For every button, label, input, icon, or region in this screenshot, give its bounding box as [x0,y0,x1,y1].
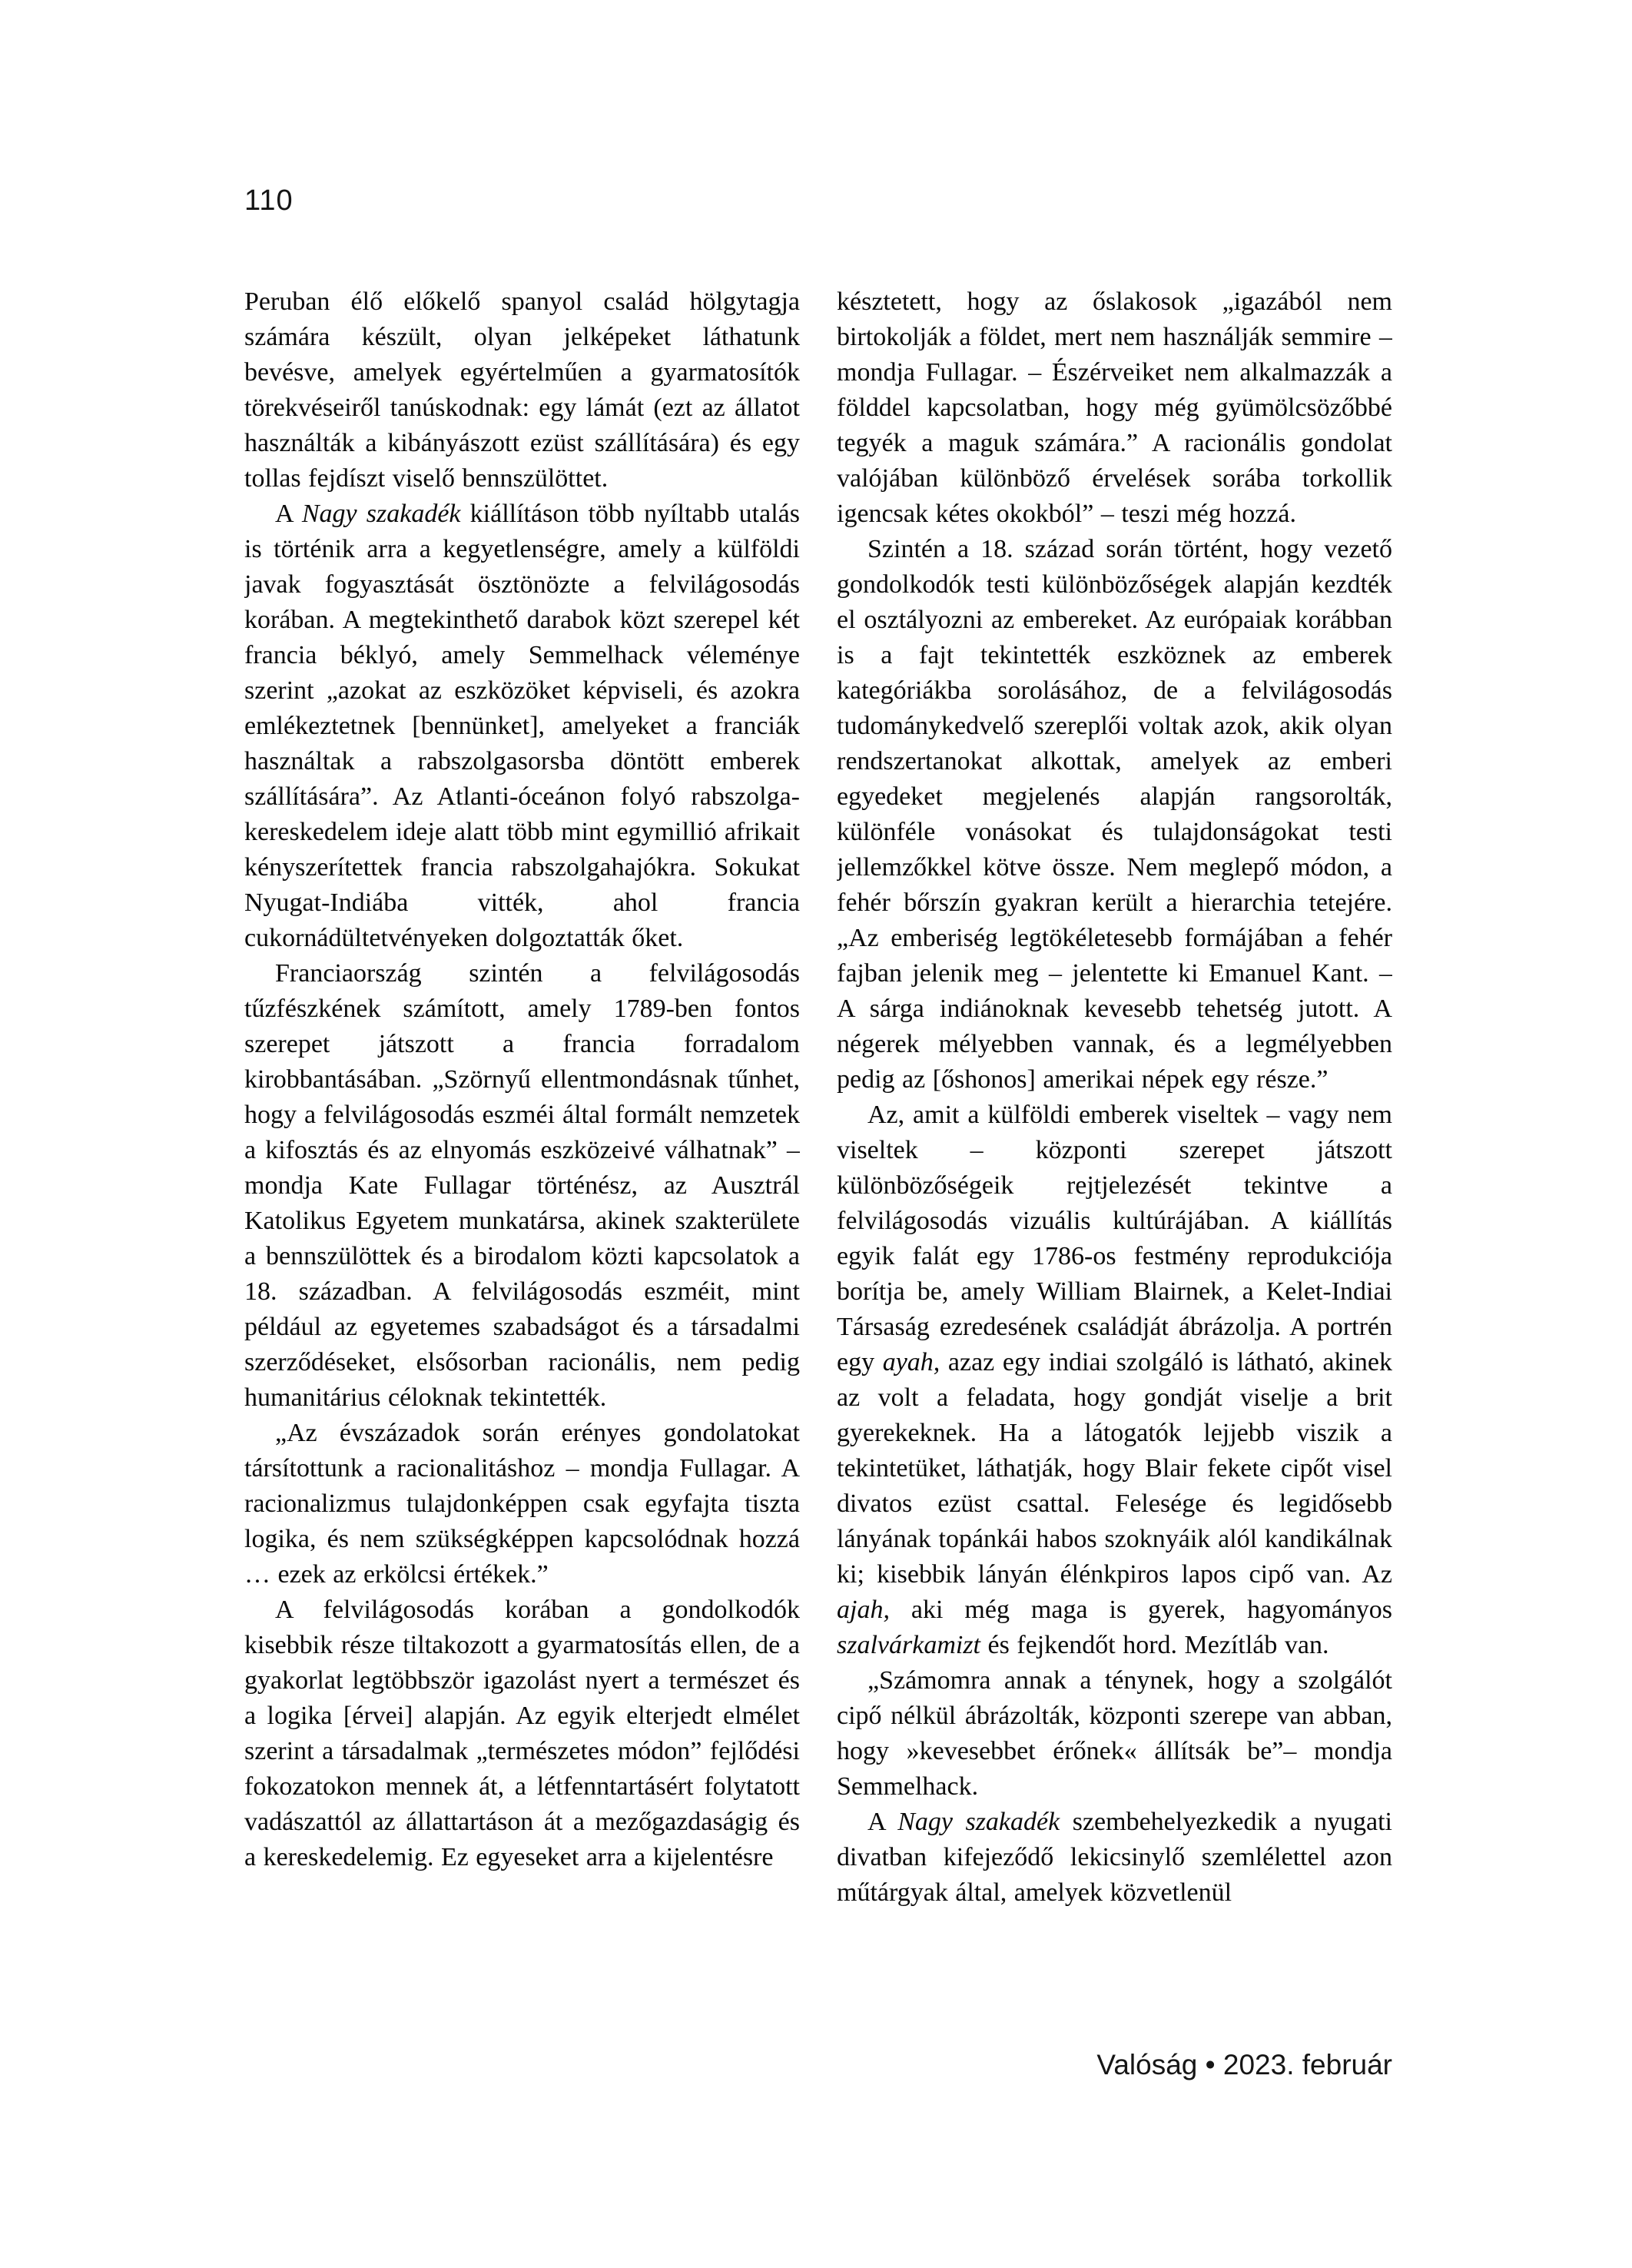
text-run: kiállításon több nyíltabb utalás is történik arra a kegyetlenségre, amely a külföldi javak fogyasztását ösztönözte a felvilágosodás korában. A megtekinthető darabok közt szerepel két francia béklyó, amely Semmelhack véleménye szerint „azokat az eszközöket képviseli, és azokra emlékeztetnek [bennünket], amelyeket a franciák használtak a rabszolgasorsba döntött emberek szállítására”. Az Atlanti-óceánon folyó rabszolga-kereskedelem ideje alatt több mint egymillió afrikait kényszerítettek francia rabszolgahajókra. Sokukat Nyugat-Indiába vitték, ahol francia cukornádültetvényeken dolgoztatták őket. [244,500,800,952]
paragraph [244,956,800,1416]
paragraph [244,1416,800,1592]
text-run: „Számomra annak a ténynek, hogy a szolgálót cipő nélkül ábrázolták, központi szerepe van abban, hogy »kevesebbet érőnek« állítsák be”– mondja Semmelhack. [837,1666,1392,1801]
paragraph [837,1097,1392,1663]
paragraph [244,284,800,496]
text-run: aki még maga is gyerek, hagyományos [889,1596,1392,1624]
text-columns [244,284,1392,2006]
text-run: Szintén a 18. század során történt, hogy vezető gondolkodók testi különbözőségek alapján kezdték el osztályozni az embereket. Az európaiak korábban is a fajt tekintették eszköznek az emberek kategóriákba sorolásához, de a felvilágosodás tudománykedvelő szereplői voltak azok, akik olyan rendszertanokat alkottak, amelyek az emberi egyedeket megjelenés alapján rangsorolták, különféle vonásokat és tulajdonságokat testi jellemzőkkel kötve össze. Nem meglepő módon, a fehér bőrszín gyakran került a hierarchia tetejére. „Az emberiség legtökéletesebb formájában a fehér fajban jelenik meg – jelentette ki Emanuel Kant. – A sárga indiánoknak kevesebb tehetség jutott. A négerek mélyebben vannak, és a legmélyebben pedig az [őshonos] amerikai népek egy része.” [837,535,1392,1094]
paragraph [244,1592,800,1875]
italic-text-run: Nagy szakadék [301,500,461,528]
text-run: késztetett, hogy az őslakosok „igazából nem birtokolják a földet, mert nem használják semmire – mondja Fullagar. – Észérveiket nem alkalmazzák a földdel kapcsolatban, hogy még gyümölcsözőbbé tegyék a maguk számára.” A racionális gondolat valójában különböző érvelések sorába torkollik igencsak kétes okokból” – teszi még hozzá. [837,287,1392,528]
text-run: „Az évszázadok során erényes gondolatokat társítottunk a racionalitáshoz – mondja Fullagar. A racionalizmus tulajdonképpen csak egyfajta tiszta logika, és nem szükségképpen kapcsolódnak hozzá … ezek az erkölcsi értékek.” [244,1419,800,1589]
italic-text-run: szalvárkamizt [837,1631,980,1659]
journal-footer: Valóság • 2023. február [1096,2049,1392,2080]
text-run: A felvilágosodás korában a gondolkodók kisebbik része tiltakozott a gyarmatosítás ellen, de a gyakorlat legtöbbször igazolást nyert a természet és a logika [érvei] alapján. Az egyik elterjedt elmélet szerint a társadalmak „természetes módon” fejlődési fokozatokon mennek át, a létfenntartásért folytatott vadászattól az állattartáson át a mezőgazdaságig és a kereskedelemig. Ez egyeseket arra a kijelentésre [244,1596,800,1871]
paragraph [837,532,1392,1097]
italic-text-run: Nagy szakadék [897,1808,1060,1836]
right-column [837,284,1392,2006]
text-run: és fejkendőt hord. Mezítláb van. [980,1631,1329,1659]
italic-text-run: ayah, [882,1348,940,1376]
left-column [244,284,800,2006]
paragraph [244,496,800,956]
paragraph [837,1805,1392,1911]
text-run: azaz egy indiai szolgáló is látható, akinek az volt a feladata, hogy gondját viselje a brit gyerekeknek. Ha a látogatók lejjebb viszik a tekintetüket, láthatják, hogy Blair fekete cipőt visel divatos ezüst csattal. Felesége és legidősebb lányának topánkái habos szoknyáik alól kandikálnak ki; kisebbik lányán élénkpiros lapos cipő van. Az [837,1348,1392,1589]
text-run: Peruban élő előkelő spanyol család hölgytagja számára készült, olyan jelképeket láthatunk bevésve, amelyek egyértelműen a gyarmatosítók törekvéseiről tanúskodnak: egy lámát (ezt az állatot használták a kibányászott ezüst szállítására) és egy tollas fejdíszt viselő bennszülöttet. [244,287,800,493]
paragraph [837,1663,1392,1805]
text-run: A [275,500,302,528]
text-run: A [867,1808,898,1836]
italic-text-run: ajah, [837,1596,890,1624]
text-run: szembehelyezkedik a nyugati divatban kifejeződő lekicsinylő szemlélettel azon műtárgyak által, amelyek közvetlenül [837,1808,1392,1907]
paragraph [837,284,1392,532]
page-number: 110 [244,184,294,217]
text-run: Franciaország szintén a felvilágosodás tűzfészkének számított, amely 1789-ben fontos szerepet játszott a francia forradalom kirobbantásában. „Szörnyű ellentmondásnak tűnhet, hogy a felvilágosodás eszméi által formált nemzetek a kifosztás és az elnyomás eszközeivé válhatnak” – mondja Kate Fullagar történész, az Ausztrál Katolikus Egyetem munkatársa, akinek szakterülete a bennszülöttek és a birodalom közti kapcsolatok a 18. században. A felvilágosodás eszméit, mint például az egyetemes szabadságot és a társadalmi szerződéseket, elsősorban racionális, nem pedig humanitárius céloknak tekintették. [244,959,800,1412]
text-run: Az, amit a külföldi emberek viseltek – vagy nem viseltek – központi szerepet játszott különbözőségeik rejtjelezését tekintve a felvilágosodás vizuális kultúrájában. A kiállítás egyik falát egy 1786-os festmény reprodukciója borítja be, amely William Blairnek, a Kelet-Indiai Társaság ezredesének családját ábrázolja. A portrén egy [837,1101,1392,1376]
